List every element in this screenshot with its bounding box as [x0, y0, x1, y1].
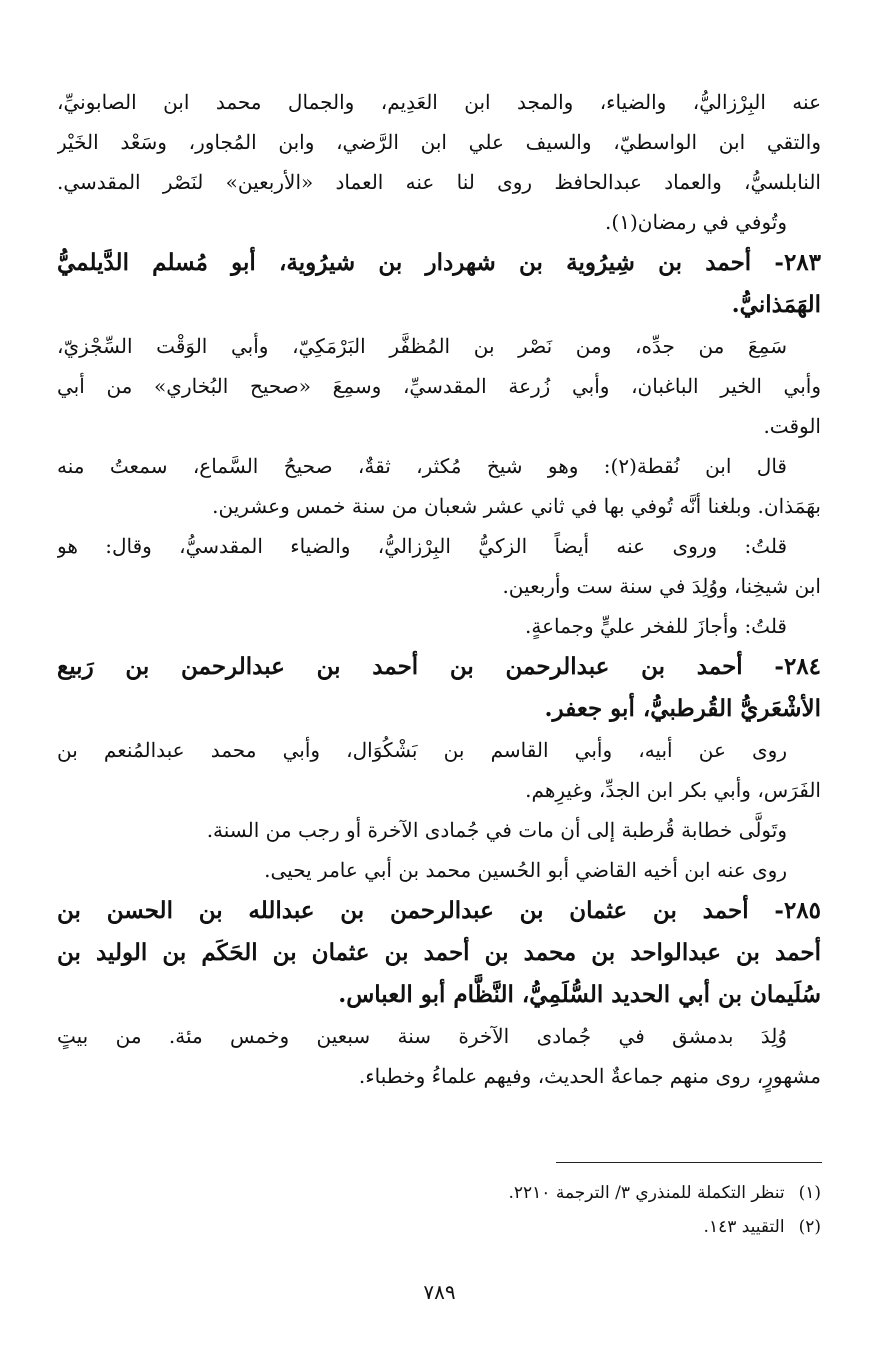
text-line: روى عنه ابن أخيه القاضي أبو الحُسين محمد بن أبي عامر يحيى. [264, 858, 787, 882]
text-line: عنه البِرْزاليُّ، والضياء، والمجد ابن العَدِيم، والجمال محمد ابن الصابونيِّ، [57, 90, 821, 114]
text-line: النابلسيُّ، والعماد عبدالحافظ روى لنا عنه العماد «الأربعين» لنَصْر المقدسي. [57, 170, 821, 194]
text-line: ابن شيخِنا، ووُلِدَ في سنة ست وأربعين. [502, 574, 821, 598]
text-line: وأبي الخير الباغبان، وأبي زُرعة المقدسيِّ، وسمِعَ «صحيح البُخاري» من أبي [57, 374, 821, 398]
text-line: سَمِعَ من جدِّه، ومن نَصْر بن المُظفَّر البَرْمَكِيّ، وأبي الوَقْت السِّجْزيّ، [57, 334, 787, 358]
footnote-text: التقييد ١٤٣. [703, 1217, 785, 1237]
text-line: وتَولَّى خطابة قُرطبة إلى أن مات في جُمادى الآخرة أو رجب من السنة. [206, 818, 787, 842]
text-line: قال ابن نُقطة(٢): وهو شيخ مُكثر، ثقةٌ، صحيحُ السَّماع، سمعتُ منه [57, 454, 787, 478]
text-line: مشهورٍ، روى منهم جماعةٌ الحديث، وفيهم علماءُ وخطباء. [358, 1064, 821, 1088]
footnote-separator [556, 1162, 822, 1163]
footnote-1 [57, 1176, 821, 1210]
footnotes [57, 1176, 821, 1244]
footnote-number: (٢) [798, 1217, 821, 1237]
text-line: قلتُ: وروى عنه أيضاً الزكيُّ البِرْزاليُّ، والضياء المقدسيُّ، وقال: هو [57, 534, 787, 558]
entry-heading-285-cont: سُلَيمان بن أبي الحديد السُّلَمِيُّ، النَّظَّام أبو العباس. [338, 981, 821, 1008]
text-line: بهَمَذان. وبلغنا أنَّه تُوفي بها في ثاني عشر شعبان من سنة خمس وعشرين. [212, 494, 821, 518]
footnote-number: (١) [798, 1183, 821, 1203]
footnote-2 [57, 1210, 821, 1244]
text-line: روى عن أبيه، وأبي القاسم بن بَشْكُوَال، وأبي محمد عبدالمُنعم بن [57, 738, 787, 762]
text-line: وتُوفي في رمضان(١). [605, 210, 787, 234]
text-line: الوقت. [763, 414, 821, 438]
page-number: ٧٨٩ [423, 1280, 456, 1304]
entry-heading-284-cont: الأشْعَريُّ القُرطبيُّ، أبو جعفر. [544, 695, 821, 722]
text-line: والتقي ابن الواسطيّ، والسيف علي ابن الرَّضي، وابن المُجاور، وسَعْد الخَيْر [57, 130, 821, 154]
entry-heading-284: ٢٨٤- أحمد بن عبدالرحمن بن أحمد بن عبدالرحمن بن رَبيع [57, 653, 821, 680]
entry-heading-285-cont: أحمد بن عبدالواحد بن محمد بن أحمد بن عثمان بن الحَكَم بن الوليد بن [57, 939, 821, 966]
main-text [57, 82, 821, 1096]
entry-heading-283: ٢٨٣- أحمد بن شِيرُوية بن شهردار بن شيرُوية، أبو مُسلم الدَّيلميُّ [57, 249, 821, 276]
text-line: قلتُ: وأجازَ للفخر عليٍّ وجماعةٍ. [524, 614, 787, 638]
footnote-text: تنظر التكملة للمنذري ٣/ الترجمة ٢٢١٠. [508, 1183, 785, 1203]
text-line: وُلِدَ بدمشق في جُمادى الآخرة سنة سبعين وخمس مئة. من بيتٍ [57, 1024, 787, 1048]
entry-heading-285: ٢٨٥- أحمد بن عثمان بن عبدالرحمن بن عبدالله بن الحسن بن [57, 897, 821, 924]
entry-heading-283-cont: الهَمَذانيُّ. [731, 291, 821, 318]
text-line: الفَرَس، وأبي بكر ابن الجدِّ، وغيرِهم. [525, 778, 821, 802]
